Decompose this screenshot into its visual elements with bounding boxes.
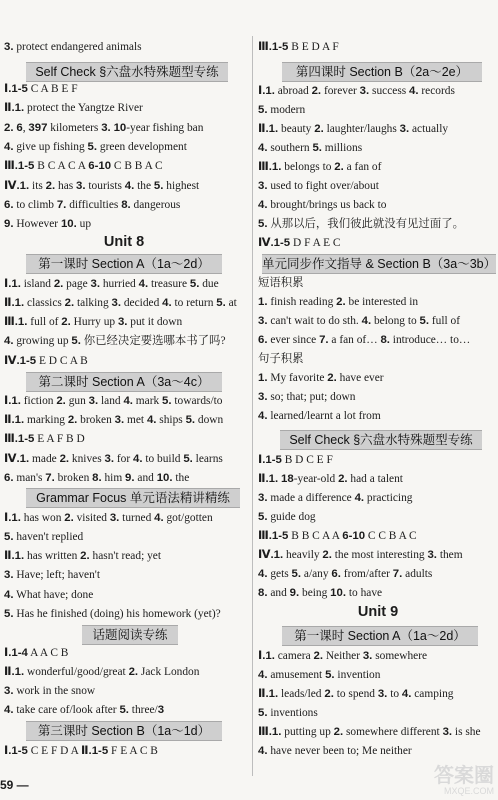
- section-banner: 第三课时 Section B（1a～1d）: [26, 721, 222, 741]
- answer-line: Ⅰ.1-5 C A B E F: [4, 83, 78, 95]
- answer-line: 2. 6, 397 kilometers 3. 10-year fishing ban: [4, 122, 204, 134]
- answer-line: Ⅰ.1. has won 2. visited 3. turned 4. got/gotten: [4, 512, 213, 524]
- answer-line: Ⅳ.1. made 2. knives 3. for 4. to build 5. learns: [4, 453, 223, 465]
- answer-line: 4. gets 5. a/any 6. from/after 7. adults: [258, 568, 433, 580]
- answer-line: Ⅱ.1. 18-year-old 2. had a talent: [258, 473, 403, 485]
- answer-line: 5. 从那以后，我们彼此就没有见过面了。: [258, 218, 464, 230]
- section-banner: 话题阅读专练: [82, 625, 178, 645]
- section-banner: 第二课时 Section A（3a～4c）: [26, 372, 222, 392]
- answer-line: 5. haven't replied: [4, 531, 84, 543]
- answer-line: 9. However 10. up: [4, 218, 92, 230]
- answer-line: 4. have never been to; Me neither: [258, 745, 412, 757]
- answer-line: 8. and 9. being 10. to have: [258, 587, 383, 599]
- answer-line: Ⅱ.1. beauty 2. laughter/laughs 3. actually: [258, 123, 449, 135]
- section-banner: Self Check §六盘水特殊题型专练: [26, 62, 228, 82]
- answer-line: 3. so; that; put; down: [258, 391, 356, 403]
- answer-line: Ⅰ.1. camera 2. Neither 3. somewhere: [258, 650, 428, 662]
- answer-line: 4. amusement 5. invention: [258, 669, 381, 681]
- answer-line: 3. can't wait to do sth. 4. belong to 5. full of: [258, 315, 461, 327]
- section-banner: 第一课时 Section A（1a～2d）: [282, 626, 478, 646]
- answer-line: Ⅰ.1-4 A A C B: [4, 647, 69, 659]
- answer-line: Ⅱ.1. leads/led 2. to spend 3. to 4. camping: [258, 688, 454, 700]
- section-banner: 第一课时 Section A（1a～2d）: [26, 254, 222, 274]
- answer-line: 句子积累: [258, 353, 304, 365]
- answer-line: Ⅲ.1-5 B B C A A 6-10 C C B A C: [258, 530, 417, 542]
- section-banner: Grammar Focus 单元语法精讲精练: [26, 488, 240, 508]
- answer-line: Ⅱ.1. protect the Yangtze River: [4, 102, 143, 114]
- answer-line: 3. Have; left; haven't: [4, 569, 100, 581]
- section-banner: 单元同步作文指导 & Section B（3a～3b）: [262, 254, 496, 274]
- answer-line: Ⅲ.1. full of 2. Hurry up 3. put it down: [4, 316, 183, 328]
- answer-line: Ⅰ.1. island 2. page 3. hurried 4. treasure 5. due: [4, 278, 219, 290]
- answer-line: 1. My favorite 2. have ever: [258, 372, 384, 384]
- answer-line: 6. man's 7. broken 8. him 9. and 10. the: [4, 472, 190, 484]
- answer-line: Ⅳ.1. its 2. has 3. tourists 4. the 5. highest: [4, 180, 200, 192]
- answer-line: 3. made a difference 4. practicing: [258, 492, 413, 504]
- unit-title: Unit 8: [103, 234, 145, 250]
- answer-line: Ⅱ.1. has written 2. hasn't read; yet: [4, 550, 161, 562]
- section-banner: 第四课时 Section B（2a～2e）: [282, 62, 482, 82]
- answer-line: Ⅲ.1. belongs to 2. a fan of: [258, 161, 382, 173]
- answer-line: 4. growing up 5. 你已经决定要选哪本书了吗?: [4, 335, 226, 347]
- answer-line: 3. work in the snow: [4, 685, 96, 697]
- watermark-logo: 答案圈 MXQE.COM: [434, 765, 494, 796]
- answer-line: Ⅲ.1-5 E A F B D: [4, 433, 85, 445]
- answer-line: 6. to climb 7. difficulties 8. dangerous: [4, 199, 181, 211]
- answer-line: Ⅲ.1-5 B E D A F: [258, 41, 339, 53]
- answer-line: 6. ever since 7. a fan of… 8. introduce… to…: [258, 334, 471, 346]
- answer-line: Ⅰ.1-5 B D C E F: [258, 454, 333, 466]
- answer-line: 4. southern 5. millions: [258, 142, 363, 154]
- answer-line: 4. learned/learnt a lot from: [258, 410, 381, 422]
- answer-line: 4. What have; done: [4, 589, 94, 601]
- answer-line: Ⅰ.1. fiction 2. gun 3. land 4. mark 5. towards/to: [4, 395, 223, 407]
- answer-line: 短语积累: [258, 277, 304, 289]
- answer-line: 5. Has he finished (doing) his homework (yet)?: [4, 608, 221, 620]
- answer-line: Ⅲ.1-5 B C A C A 6-10 C B B A C: [4, 160, 163, 172]
- answer-line: 5. modern: [258, 104, 306, 116]
- answer-line: Ⅳ.1-5 E D C A B: [4, 355, 88, 367]
- answer-line: 5. inventions: [258, 707, 318, 719]
- answer-line: 3. protect endangered animals: [4, 41, 142, 53]
- answer-line: Ⅳ.1-5 D F A E C: [258, 237, 341, 249]
- answer-line: 4. give up fishing 5. green development: [4, 141, 187, 153]
- answer-line: Ⅱ.1. marking 2. broken 3. met 4. ships 5. down: [4, 414, 224, 426]
- answer-line: Ⅳ.1. heavily 2. the most interesting 3. them: [258, 549, 463, 561]
- answer-line: 4. brought/brings us back to: [258, 199, 387, 211]
- page-number: 59 —: [0, 778, 29, 792]
- answer-line: 1. finish reading 2. be interested in: [258, 296, 419, 308]
- answer-line: Ⅱ.1. classics 2. talking 3. decided 4. to return 5. at: [4, 297, 237, 309]
- answer-line: Ⅱ.1. wonderful/good/great 2. Jack London: [4, 666, 200, 678]
- unit-title: Unit 9: [357, 604, 399, 620]
- answer-line: Ⅰ.1. abroad 2. forever 3. success 4. records: [258, 85, 455, 97]
- answer-line: Ⅲ.1. putting up 2. somewhere different 3. is she: [258, 726, 481, 738]
- answer-line: 4. take care of/look after 5. three/3: [4, 704, 165, 716]
- section-banner: Self Check §六盘水特殊题型专练: [280, 430, 482, 450]
- answer-line: 3. used to fight over/about: [258, 180, 379, 192]
- column-divider: [252, 36, 253, 776]
- answer-line: 5. guide dog: [258, 511, 316, 523]
- answer-line: Ⅰ.1-5 C E F D A Ⅱ.1-5 F E A C B: [4, 745, 158, 757]
